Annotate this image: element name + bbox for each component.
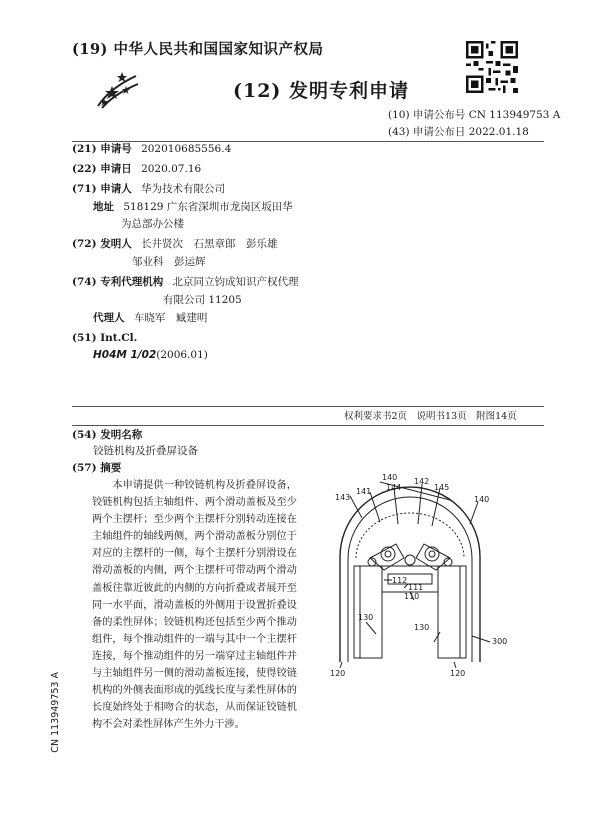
abstract-text: 本申请提供一种铰链机构及折叠屏设备，铰链机构包括主轴组件、两个滑动盖板及至少两个主摆杆；至少两个主摆杆分别转动连接在主轴组件的轴线两侧，两个滑动盖板分别位于对应的主摆杆的一侧，每个主摆杆分别滑设在滑动盖板的内侧，两个主摆杆可带动两个滑动盖板往靠近彼此的内侧的方向折叠或者展开至同一水平面，滑动盖板的外侧用于设置折叠设备的柔性屏体；铰链机构还包括至少两个推动组件，每个推动组件的一端与其中一个主摆杆连接，每个推动组件的另一端穿过主轴组件并与主轴组件另一侧的滑动盖板连接，使得铰链机构的外侧表面形成的弧线长度与柔性屏体的长度始终处于相吻合的状态，从而保证铰链机构不会对柔性屏体产生外力干涉。 xyxy=(92,480,297,731)
cnipa-emblem-icon xyxy=(96,66,142,112)
address-field xyxy=(93,200,293,215)
agency-field xyxy=(72,275,299,290)
figure-label: 120 xyxy=(330,669,346,678)
publication-date: (43) 申请公布日 2022.01.18 xyxy=(388,126,529,138)
intcl-field xyxy=(93,348,208,363)
office-name: (19) 中华人民共和国国家知识产权局 xyxy=(72,41,324,58)
inventors-field xyxy=(72,237,278,252)
side-publication-number: CN 113949753 A xyxy=(50,672,61,753)
inventors-label: (72) 发明人 xyxy=(72,238,132,250)
title-label xyxy=(72,428,142,443)
app-date-value: 2020.07.16 xyxy=(141,163,202,175)
inventors-line1: 长井贤次 石黑章郎 彭乐雄 xyxy=(141,238,278,250)
agency-line2: 有限公司 11205 xyxy=(163,294,242,306)
document-type: (12) 发明专利申请 xyxy=(233,80,410,102)
qr-code-icon[interactable] xyxy=(466,41,518,93)
figure-label: 143 xyxy=(335,493,351,502)
figure-label: 110 xyxy=(404,592,420,601)
app-date-label: (22) 申请日 xyxy=(72,163,132,175)
app-date-field xyxy=(72,162,201,177)
figure-label: 141 xyxy=(356,487,372,496)
counts-rule-bottom xyxy=(72,425,544,426)
figure-label: 130 xyxy=(414,623,430,632)
figure-label: 145 xyxy=(434,483,450,492)
figure-label: 120 xyxy=(450,669,466,678)
app-no-label: (21) 申请号 xyxy=(72,143,132,155)
figure-label: 140 xyxy=(474,495,490,504)
abstract-label xyxy=(72,461,121,476)
figure-label: 140 xyxy=(382,473,398,482)
agent-label: 代理人 xyxy=(93,312,125,324)
intcl-label-text: (51) Int.Cl. xyxy=(72,332,138,344)
address-label: 地址 xyxy=(93,201,114,213)
figure-label: 144 xyxy=(386,483,402,492)
app-no-value: 202010685556.4 xyxy=(141,143,232,155)
figure-label: 300 xyxy=(492,637,508,646)
agent-names: 车晓军 臧建明 xyxy=(133,312,208,324)
agency-line1: 北京同立钧成知识产权代理 xyxy=(172,276,299,288)
app-no-field xyxy=(72,142,231,157)
hinge-figure xyxy=(300,462,520,682)
agency-label: (74) 专利代理机构 xyxy=(72,276,164,288)
title-label-text: (54) 发明名称 xyxy=(72,429,143,441)
applicant-field xyxy=(72,182,225,197)
applicant-value: 华为技术有限公司 xyxy=(141,183,226,195)
agent-field xyxy=(93,311,207,326)
intcl-year: (2006.01) xyxy=(156,349,208,361)
figure-label: 112 xyxy=(392,576,408,585)
applicant-label: (71) 申请人 xyxy=(72,183,132,195)
intcl-label xyxy=(72,331,137,346)
figure-label: 130 xyxy=(358,613,374,622)
counts-rule-top xyxy=(72,406,544,407)
address-line1: 518129 广东省深圳市龙岗区坂田华 xyxy=(123,201,293,213)
inventors-line2: 邹业科 彭运辉 xyxy=(132,256,206,268)
page-counts: 权利要求书2页 说明书13页 附图14页 xyxy=(344,411,517,422)
invention-title: 铰链机构及折叠屏设备 xyxy=(93,445,198,457)
publication-number: (10) 申请公布号 CN 113949753 A xyxy=(388,109,561,121)
intcl-code: H04M 1/02 xyxy=(93,349,157,361)
figure-label: 111 xyxy=(408,583,424,592)
address-line2: 为总部办公楼 xyxy=(121,218,184,230)
figure-label: 142 xyxy=(414,477,430,486)
abstract-label-text: (57) 摘要 xyxy=(72,462,122,474)
